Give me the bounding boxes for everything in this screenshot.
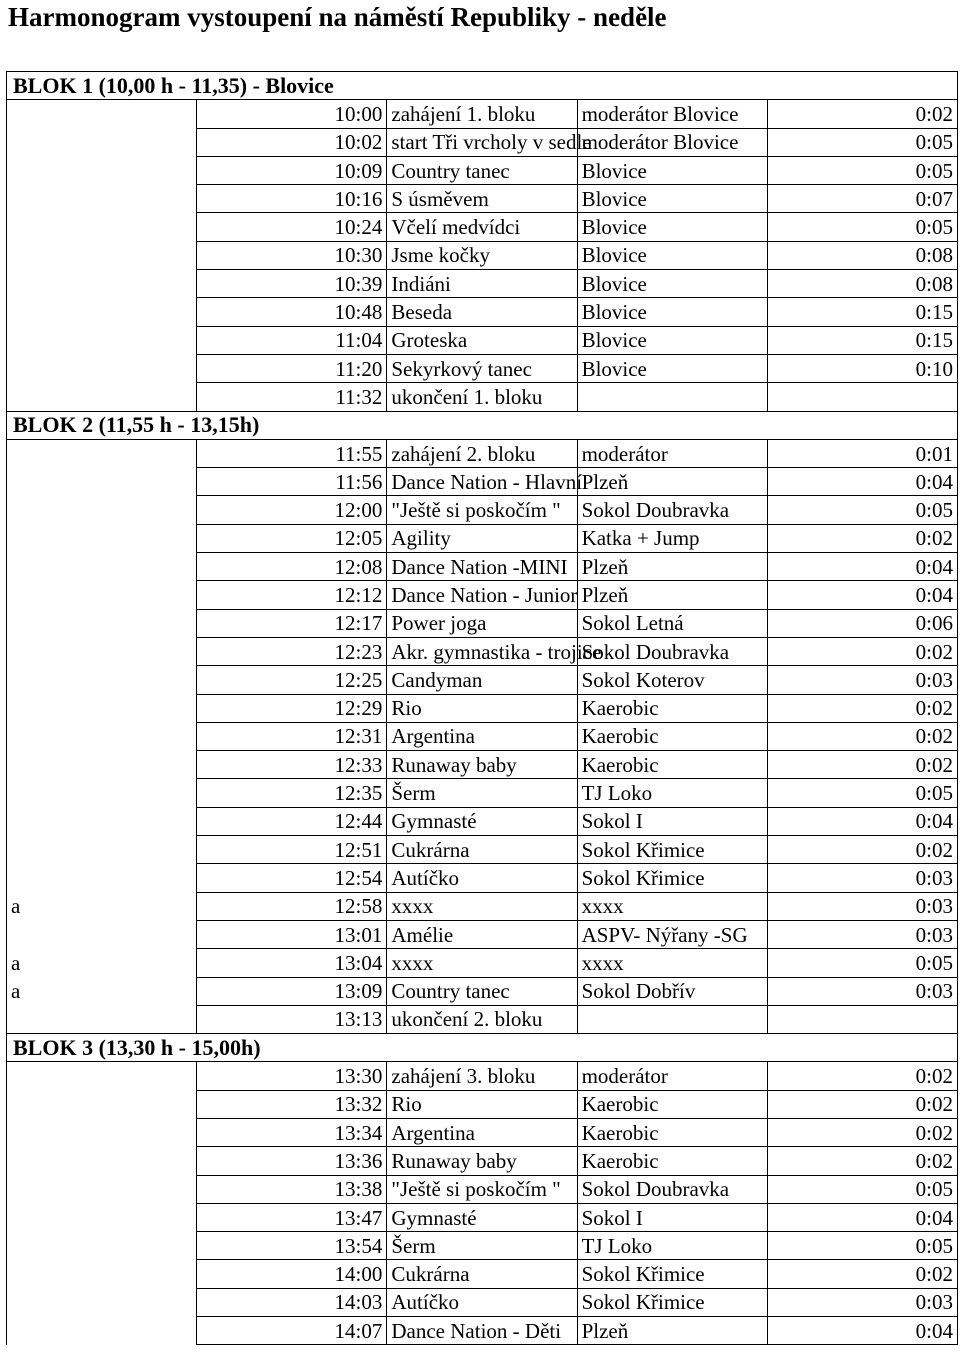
row-performer: Plzeň xyxy=(577,581,767,609)
row-time: 13:09 xyxy=(197,977,387,1005)
row-duration: 0:02 xyxy=(767,751,957,779)
row-mark xyxy=(7,807,197,835)
row-time: 13:13 xyxy=(197,1005,387,1033)
row-act-name: Dance Nation -MINI xyxy=(387,553,577,581)
row-act-name: ukončení 2. bloku xyxy=(387,1005,577,1033)
row-act-name: Country tanec xyxy=(387,977,577,1005)
row-act-name: Runaway baby xyxy=(387,1147,577,1175)
row-performer: Plzeň xyxy=(577,1317,767,1345)
table-row xyxy=(7,468,958,496)
row-duration: 0:08 xyxy=(767,241,957,269)
row-duration: 0:03 xyxy=(767,864,957,892)
table-row xyxy=(7,1203,958,1231)
row-act-name: Jsme kočky xyxy=(387,241,577,269)
table-row xyxy=(7,298,958,326)
row-mark xyxy=(7,326,197,354)
row-performer: Sokol Doubravka xyxy=(577,1175,767,1203)
block-heading-row xyxy=(7,411,958,439)
row-performer: Kaerobic xyxy=(577,722,767,750)
row-time: 11:04 xyxy=(197,326,387,354)
row-act-name: Amélie xyxy=(387,920,577,948)
row-duration: 0:03 xyxy=(767,1288,957,1316)
row-time: 11:55 xyxy=(197,439,387,467)
row-performer: xxxx xyxy=(577,892,767,920)
row-duration: 0:05 xyxy=(767,779,957,807)
row-mark xyxy=(7,1317,197,1345)
row-mark xyxy=(7,609,197,637)
row-performer: Blovice xyxy=(577,185,767,213)
row-mark xyxy=(7,298,197,326)
row-duration: 0:05 xyxy=(767,496,957,524)
table-row xyxy=(7,553,958,581)
row-performer: moderátor Blovice xyxy=(577,128,767,156)
row-duration: 0:05 xyxy=(767,949,957,977)
table-row xyxy=(7,1147,958,1175)
row-time: 13:01 xyxy=(197,920,387,948)
row-mark xyxy=(7,920,197,948)
row-mark xyxy=(7,694,197,722)
row-mark xyxy=(7,1260,197,1288)
table-row xyxy=(7,128,958,156)
table-row xyxy=(7,949,958,977)
row-performer: Sokol Křimice xyxy=(577,864,767,892)
row-performer: Sokol Koterov xyxy=(577,666,767,694)
row-duration: 0:02 xyxy=(767,1062,957,1090)
row-duration: 0:15 xyxy=(767,298,957,326)
row-act-name: Agility xyxy=(387,524,577,552)
row-performer: Kaerobic xyxy=(577,751,767,779)
row-time: 14:07 xyxy=(197,1317,387,1345)
row-time: 13:30 xyxy=(197,1062,387,1090)
row-act-name: zahájení 3. bloku xyxy=(387,1062,577,1090)
row-performer xyxy=(577,1005,767,1033)
row-performer: Sokol Křimice xyxy=(577,836,767,864)
row-mark xyxy=(7,156,197,184)
row-performer: Kaerobic xyxy=(577,1090,767,1118)
table-row xyxy=(7,156,958,184)
row-duration: 0:04 xyxy=(767,581,957,609)
row-time: 12:35 xyxy=(197,779,387,807)
row-mark xyxy=(7,581,197,609)
row-act-name: Včelí medvídci xyxy=(387,213,577,241)
row-act-name: Argentina xyxy=(387,722,577,750)
table-row xyxy=(7,864,958,892)
table-row xyxy=(7,439,958,467)
row-duration: 0:05 xyxy=(767,128,957,156)
row-act-name: Candyman xyxy=(387,666,577,694)
row-mark xyxy=(7,864,197,892)
row-act-name: Šerm xyxy=(387,1232,577,1260)
row-time: 10:39 xyxy=(197,270,387,298)
row-performer: xxxx xyxy=(577,949,767,977)
row-time: 10:30 xyxy=(197,241,387,269)
row-mark xyxy=(7,1090,197,1118)
row-time: 13:36 xyxy=(197,1147,387,1175)
block-heading-row xyxy=(7,1034,958,1062)
row-act-name: start Tři vrcholy v sedle xyxy=(387,128,577,156)
page-title: Harmonogram vystoupení na náměstí Republiky - neděle xyxy=(8,2,667,32)
row-performer: Blovice xyxy=(577,270,767,298)
table-row xyxy=(7,609,958,637)
row-act-name: Cukrárna xyxy=(387,836,577,864)
block-heading: BLOK 1 (10,00 h - 11,35) - Blovice xyxy=(7,72,958,100)
row-performer: Sokol Dobřív xyxy=(577,977,767,1005)
row-duration: 0:05 xyxy=(767,156,957,184)
row-mark xyxy=(7,213,197,241)
row-mark xyxy=(7,128,197,156)
row-mark xyxy=(7,354,197,382)
row-duration: 0:15 xyxy=(767,326,957,354)
row-mark xyxy=(7,1203,197,1231)
row-performer: Plzeň xyxy=(577,553,767,581)
row-duration: 0:04 xyxy=(767,1203,957,1231)
row-duration: 0:02 xyxy=(767,1118,957,1146)
row-act-name: Gymnasté xyxy=(387,1203,577,1231)
row-duration: 0:01 xyxy=(767,439,957,467)
row-performer: Sokol Doubravka xyxy=(577,496,767,524)
row-duration: 0:05 xyxy=(767,1232,957,1260)
row-time: 13:04 xyxy=(197,949,387,977)
row-mark xyxy=(7,1288,197,1316)
row-performer: Blovice xyxy=(577,156,767,184)
row-performer: Sokol Letná xyxy=(577,609,767,637)
row-act-name: S úsměvem xyxy=(387,185,577,213)
row-time: 12:25 xyxy=(197,666,387,694)
row-performer: Blovice xyxy=(577,354,767,382)
row-time: 10:48 xyxy=(197,298,387,326)
row-time: 10:09 xyxy=(197,156,387,184)
table-row xyxy=(7,100,958,128)
row-mark xyxy=(7,1062,197,1090)
row-time: 11:32 xyxy=(197,383,387,411)
row-mark xyxy=(7,779,197,807)
row-duration: 0:02 xyxy=(767,637,957,665)
row-duration: 0:07 xyxy=(767,185,957,213)
row-duration: 0:03 xyxy=(767,892,957,920)
row-act-name: Beseda xyxy=(387,298,577,326)
row-duration: 0:02 xyxy=(767,524,957,552)
table-row xyxy=(7,1317,958,1345)
table-row xyxy=(7,326,958,354)
row-performer: ASPV- Nýřany -SG xyxy=(577,920,767,948)
row-time: 12:54 xyxy=(197,864,387,892)
row-performer: TJ Loko xyxy=(577,779,767,807)
table-row xyxy=(7,722,958,750)
row-mark xyxy=(7,524,197,552)
table-row xyxy=(7,920,958,948)
table-row xyxy=(7,270,958,298)
row-time: 13:32 xyxy=(197,1090,387,1118)
row-act-name: Runaway baby xyxy=(387,751,577,779)
row-act-name: xxxx xyxy=(387,892,577,920)
row-mark xyxy=(7,1005,197,1033)
row-time: 12:05 xyxy=(197,524,387,552)
table-row xyxy=(7,581,958,609)
table-row xyxy=(7,383,958,411)
table-row xyxy=(7,1288,958,1316)
table-row xyxy=(7,1232,958,1260)
row-duration: 0:05 xyxy=(767,213,957,241)
row-act-name: zahájení 2. bloku xyxy=(387,439,577,467)
row-duration: 0:06 xyxy=(767,609,957,637)
row-mark xyxy=(7,270,197,298)
row-performer: Kaerobic xyxy=(577,1118,767,1146)
row-performer: Kaerobic xyxy=(577,694,767,722)
table-row xyxy=(7,1175,958,1203)
row-time: 10:16 xyxy=(197,185,387,213)
row-act-name: "Ještě si poskočím " xyxy=(387,496,577,524)
row-performer: Blovice xyxy=(577,326,767,354)
row-act-name: Dance Nation - Děti xyxy=(387,1317,577,1345)
row-performer: moderátor xyxy=(577,1062,767,1090)
row-act-name: Autíčko xyxy=(387,864,577,892)
row-performer: Blovice xyxy=(577,241,767,269)
row-time: 13:38 xyxy=(197,1175,387,1203)
row-performer: Sokol I xyxy=(577,807,767,835)
row-time: 10:24 xyxy=(197,213,387,241)
row-time: 13:34 xyxy=(197,1118,387,1146)
row-mark: a xyxy=(7,977,197,1005)
row-act-name: Country tanec xyxy=(387,156,577,184)
row-duration: 0:05 xyxy=(767,1175,957,1203)
row-time: 13:54 xyxy=(197,1232,387,1260)
row-performer: moderátor Blovice xyxy=(577,100,767,128)
row-act-name: Sekyrkový tanec xyxy=(387,354,577,382)
row-duration: 0:08 xyxy=(767,270,957,298)
table-row xyxy=(7,807,958,835)
row-duration: 0:02 xyxy=(767,1147,957,1175)
row-performer: Kaerobic xyxy=(577,1147,767,1175)
row-time: 12:51 xyxy=(197,836,387,864)
table-row xyxy=(7,213,958,241)
row-act-name: "Ještě si poskočím " xyxy=(387,1175,577,1203)
row-performer: Blovice xyxy=(577,298,767,326)
table-row xyxy=(7,496,958,524)
row-duration: 0:02 xyxy=(767,836,957,864)
table-row xyxy=(7,1118,958,1146)
row-mark xyxy=(7,637,197,665)
row-duration: 0:02 xyxy=(767,1090,957,1118)
row-act-name: zahájení 1. bloku xyxy=(387,100,577,128)
row-duration: 0:02 xyxy=(767,694,957,722)
row-time: 12:29 xyxy=(197,694,387,722)
table-row xyxy=(7,666,958,694)
schedule-body xyxy=(7,72,958,1345)
row-mark xyxy=(7,1175,197,1203)
row-act-name: Rio xyxy=(387,694,577,722)
row-time: 12:12 xyxy=(197,581,387,609)
row-time: 10:00 xyxy=(197,100,387,128)
row-time: 12:00 xyxy=(197,496,387,524)
row-performer: TJ Loko xyxy=(577,1232,767,1260)
row-act-name: Argentina xyxy=(387,1118,577,1146)
row-mark xyxy=(7,1118,197,1146)
row-act-name: Cukrárna xyxy=(387,1260,577,1288)
row-mark xyxy=(7,751,197,779)
row-time: 12:17 xyxy=(197,609,387,637)
row-act-name: Gymnasté xyxy=(387,807,577,835)
row-mark xyxy=(7,1232,197,1260)
row-act-name: ukončení 1. bloku xyxy=(387,383,577,411)
row-mark xyxy=(7,666,197,694)
row-duration: 0:10 xyxy=(767,354,957,382)
row-mark xyxy=(7,439,197,467)
row-act-name: Akr. gymnastika - trojice xyxy=(387,637,577,665)
table-row xyxy=(7,892,958,920)
row-mark xyxy=(7,496,197,524)
row-mark xyxy=(7,836,197,864)
row-performer: Sokol Křimice xyxy=(577,1288,767,1316)
row-performer: Katka + Jump xyxy=(577,524,767,552)
row-mark xyxy=(7,1147,197,1175)
row-mark xyxy=(7,241,197,269)
row-mark xyxy=(7,100,197,128)
row-duration: 0:02 xyxy=(767,100,957,128)
row-time: 12:58 xyxy=(197,892,387,920)
table-row xyxy=(7,694,958,722)
row-mark xyxy=(7,722,197,750)
table-row xyxy=(7,1062,958,1090)
schedule-table xyxy=(6,71,958,1345)
row-time: 12:08 xyxy=(197,553,387,581)
row-act-name: Autíčko xyxy=(387,1288,577,1316)
row-performer: Blovice xyxy=(577,213,767,241)
table-row xyxy=(7,1090,958,1118)
row-time: 10:02 xyxy=(197,128,387,156)
row-act-name: Groteska xyxy=(387,326,577,354)
row-duration: 0:04 xyxy=(767,1317,957,1345)
row-time: 12:23 xyxy=(197,637,387,665)
table-row xyxy=(7,354,958,382)
row-duration xyxy=(767,1005,957,1033)
table-row xyxy=(7,524,958,552)
row-duration: 0:03 xyxy=(767,977,957,1005)
table-row xyxy=(7,241,958,269)
row-duration: 0:02 xyxy=(767,722,957,750)
row-duration: 0:04 xyxy=(767,468,957,496)
row-duration: 0:04 xyxy=(767,807,957,835)
row-mark xyxy=(7,185,197,213)
row-duration: 0:03 xyxy=(767,666,957,694)
row-time: 13:47 xyxy=(197,1203,387,1231)
row-mark xyxy=(7,468,197,496)
row-performer: Sokol I xyxy=(577,1203,767,1231)
row-duration: 0:03 xyxy=(767,920,957,948)
row-performer: moderátor xyxy=(577,439,767,467)
row-performer: Sokol Křimice xyxy=(577,1260,767,1288)
row-mark xyxy=(7,383,197,411)
table-row xyxy=(7,779,958,807)
row-performer xyxy=(577,383,767,411)
row-duration: 0:02 xyxy=(767,1260,957,1288)
table-row xyxy=(7,1260,958,1288)
row-act-name: xxxx xyxy=(387,949,577,977)
block-heading-row xyxy=(7,72,958,100)
row-act-name: Rio xyxy=(387,1090,577,1118)
row-time: 11:20 xyxy=(197,354,387,382)
row-performer: Plzeň xyxy=(577,468,767,496)
row-time: 14:03 xyxy=(197,1288,387,1316)
row-time: 11:56 xyxy=(197,468,387,496)
row-mark: a xyxy=(7,892,197,920)
table-row xyxy=(7,185,958,213)
block-heading: BLOK 2 (11,55 h - 13,15h) xyxy=(7,411,958,439)
row-mark xyxy=(7,553,197,581)
table-row xyxy=(7,751,958,779)
table-row xyxy=(7,1005,958,1033)
block-heading: BLOK 3 (13,30 h - 15,00h) xyxy=(7,1034,958,1062)
row-mark: a xyxy=(7,949,197,977)
row-time: 12:31 xyxy=(197,722,387,750)
row-time: 12:33 xyxy=(197,751,387,779)
table-row xyxy=(7,977,958,1005)
row-act-name: Power joga xyxy=(387,609,577,637)
row-time: 14:00 xyxy=(197,1260,387,1288)
row-performer: Sokol Doubravka xyxy=(577,637,767,665)
row-duration xyxy=(767,383,957,411)
row-time: 12:44 xyxy=(197,807,387,835)
row-duration: 0:04 xyxy=(767,553,957,581)
table-row xyxy=(7,637,958,665)
row-act-name: Dance Nation - Hlavní xyxy=(387,468,577,496)
row-act-name: Dance Nation - Junior xyxy=(387,581,577,609)
table-row xyxy=(7,836,958,864)
row-act-name: Šerm xyxy=(387,779,577,807)
row-act-name: Indiáni xyxy=(387,270,577,298)
